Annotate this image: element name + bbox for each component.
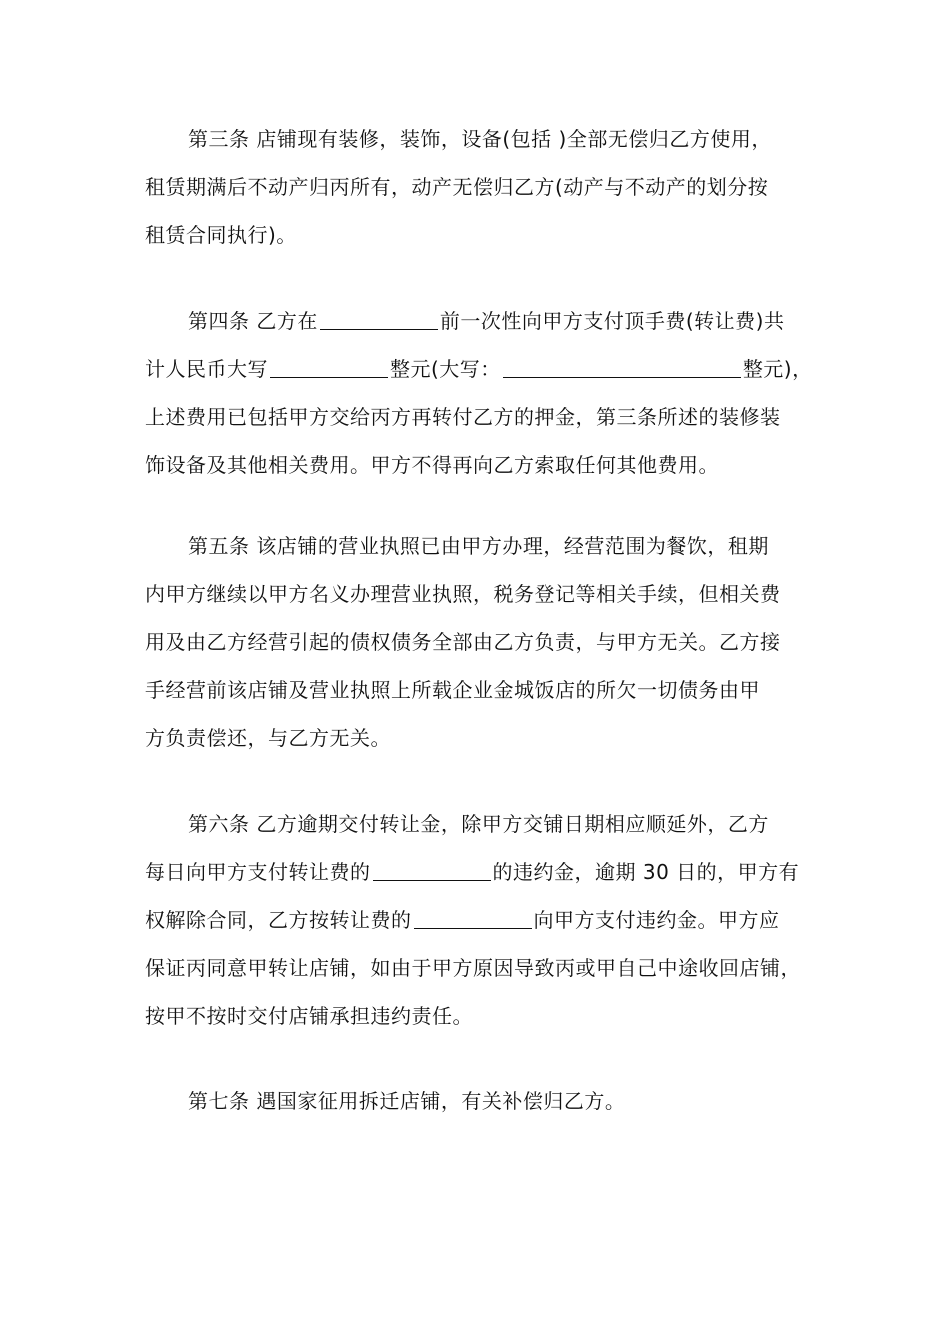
article-6 bbox=[145, 800, 845, 1040]
article-6-text: 权解除合同，乙方按转让费的 bbox=[145, 908, 412, 932]
amount-words-blank bbox=[270, 355, 388, 378]
article-3-line-2: 租赁期满后不动产归丙所有，动产无偿归乙方(动产与不动产的划分按 bbox=[145, 175, 769, 199]
article-6-text: 向甲方支付违约金。甲方应 bbox=[533, 908, 780, 932]
article-7-line-1: 第七条 遇国家征用拆迁店铺，有关补偿归乙方。 bbox=[188, 1089, 626, 1113]
article-5-line-5: 方负责偿还，与乙方无关。 bbox=[145, 726, 391, 750]
article-6-text: 每日向甲方支付转让费的 bbox=[145, 860, 371, 884]
article-6-line-1: 第六条 乙方逾期交付转让金，除甲方交铺日期相应顺延外，乙方 bbox=[188, 812, 769, 836]
article-3 bbox=[145, 115, 845, 259]
article-4-text: 第四条 乙方在 bbox=[188, 309, 318, 333]
article-6-line-4: 保证丙同意甲转让店铺，如由于甲方原因导致丙或甲自己中途收回店铺， bbox=[145, 956, 801, 980]
article-6-line-5: 按甲不按时交付店铺承担违约责任。 bbox=[145, 1004, 473, 1028]
article-6-line-3 bbox=[145, 896, 845, 944]
article-4 bbox=[145, 297, 845, 489]
termination-penalty-blank bbox=[414, 906, 532, 929]
amount-capital-blank bbox=[503, 355, 741, 378]
article-5 bbox=[145, 522, 845, 762]
article-4-line-1 bbox=[145, 297, 845, 345]
article-5-line-2: 内甲方继续以甲方名义办理营业执照，税务登记等相关手续，但相关费 bbox=[145, 582, 781, 606]
article-4-text: 整元)， bbox=[742, 357, 813, 381]
daily-penalty-blank bbox=[373, 858, 491, 881]
article-5-line-3: 用及由乙方经营引起的债权债务全部由乙方负责，与甲方无关。乙方接 bbox=[145, 630, 781, 654]
article-4-text: 计人民币大写 bbox=[145, 357, 268, 381]
payment-date-blank bbox=[320, 307, 438, 330]
article-6-text: 的违约金，逾期 30 日的，甲方有 bbox=[492, 860, 800, 884]
article-3-line-3: 租赁合同执行)。 bbox=[145, 223, 297, 247]
article-4-line-2 bbox=[145, 345, 845, 393]
article-6-line-2 bbox=[145, 848, 845, 896]
article-4-line-4: 饰设备及其他相关费用。甲方不得再向乙方索取任何其他费用。 bbox=[145, 453, 719, 477]
article-5-line-4: 手经营前该店铺及营业执照上所载企业金城饭店的所欠一切债务由甲 bbox=[145, 678, 760, 702]
article-4-text: 前一次性向甲方支付顶手费(转让费)共 bbox=[439, 309, 785, 333]
article-4-line-3: 上述费用已包括甲方交给丙方再转付乙方的押金，第三条所述的装修装 bbox=[145, 405, 781, 429]
article-3-line-1: 第三条 店铺现有装修，装饰，设备(包括 )全部无偿归乙方使用， bbox=[188, 127, 772, 151]
article-5-line-1: 第五条 该店铺的营业执照已由甲方办理，经营范围为餐饮，租期 bbox=[188, 534, 769, 558]
article-7 bbox=[145, 1077, 845, 1125]
article-4-text: 整元(大写： bbox=[390, 357, 501, 381]
